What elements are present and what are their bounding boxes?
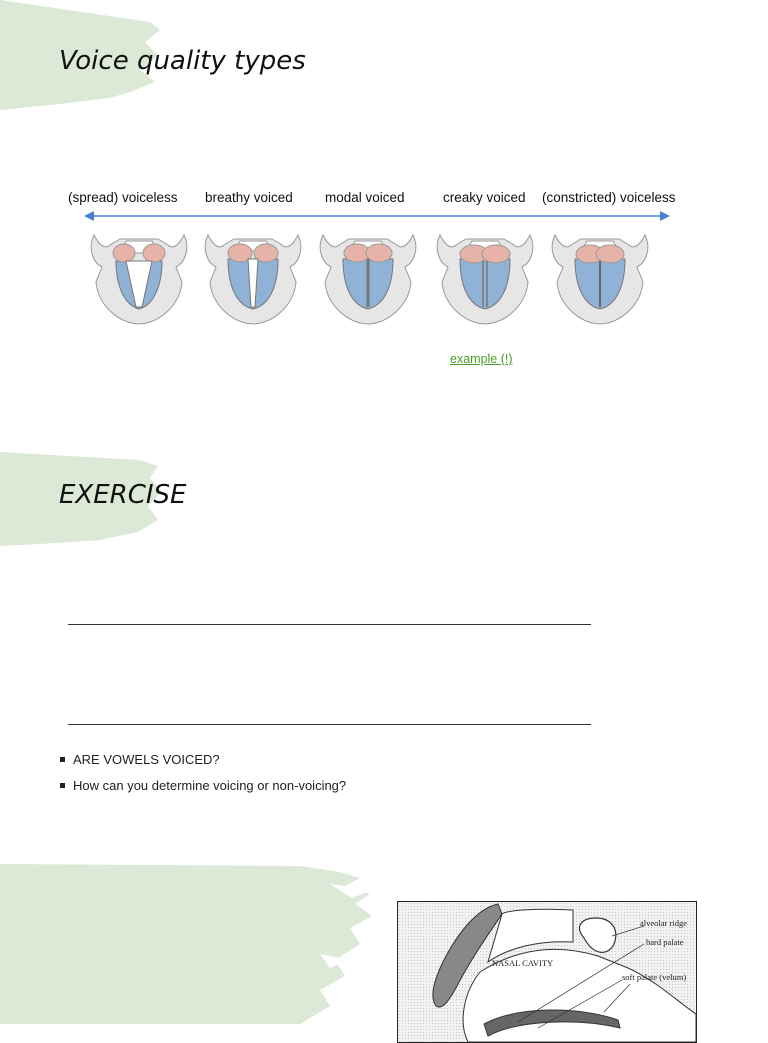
slide-exercise [0, 452, 768, 842]
question-item: ARE VOWELS VOICED? [58, 752, 346, 767]
larynx-breathy-voiced [202, 227, 304, 327]
question-item: How can you determine voicing or non-voicing? [58, 778, 346, 793]
label-modal-voiced: modal voiced [325, 190, 405, 205]
larynx-constricted-voiceless [549, 227, 651, 327]
label-soft-palate: soft palate (velum) [622, 972, 687, 982]
larynx-spread-voiceless [88, 227, 190, 327]
label-nasal-cavity: NASAL CAVITY [492, 958, 554, 968]
slide-vocal-tract [0, 864, 768, 1024]
answer-line-2 [68, 724, 591, 725]
example-link[interactable]: example (!) [450, 352, 513, 366]
voice-quality-continuum-arrow [0, 0, 768, 230]
vocal-tract-diagram [397, 901, 697, 1043]
green-brush-stroke [0, 864, 400, 1024]
slide-voice-quality [0, 0, 768, 430]
question-list [58, 752, 346, 804]
label-creaky-voiced: creaky voiced [443, 190, 526, 205]
label-breathy-voiced: breathy voiced [205, 190, 293, 205]
answer-line-1 [68, 624, 591, 625]
larynx-creaky-voiced [434, 227, 536, 327]
larynx-modal-voiced [317, 227, 419, 327]
slide-title: Voice quality types [59, 46, 306, 76]
label-constricted-voiceless: (constricted) voiceless [542, 190, 676, 205]
label-spread-voiceless: (spread) voiceless [68, 190, 178, 205]
label-hard-palate: hard palate [646, 937, 684, 947]
label-alveolar-ridge: alveolar ridge [640, 918, 687, 928]
slide-title: EXERCISE [59, 480, 187, 510]
